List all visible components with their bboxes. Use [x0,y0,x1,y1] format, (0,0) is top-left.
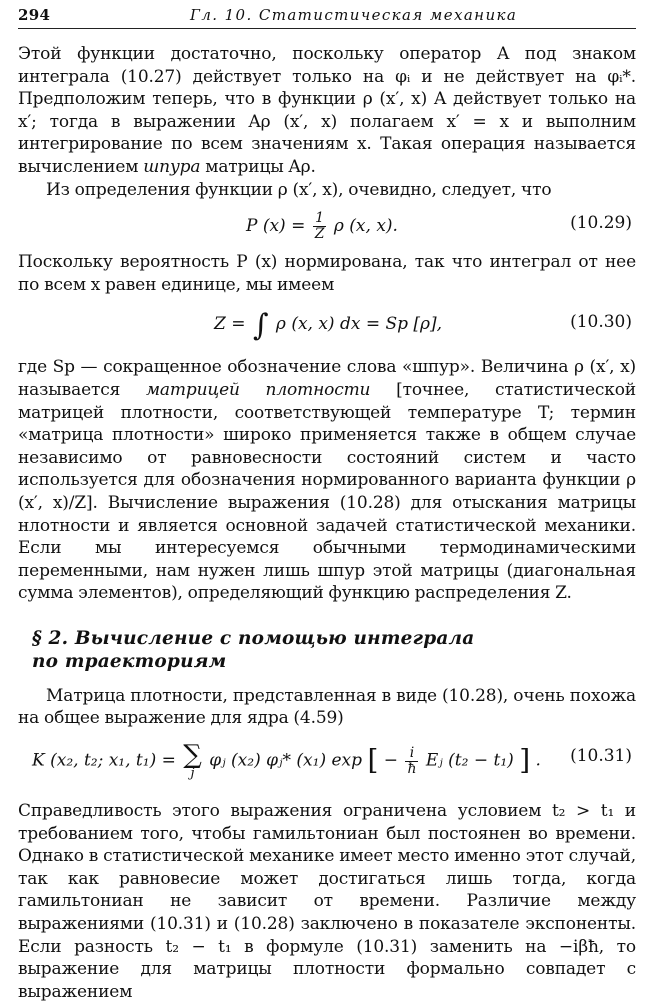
eq-10-31-number: (10.31) [570,746,632,767]
running-head [18,4,636,29]
eq-10-31-inner: Eⱼ (t₂ − t₁) [425,750,514,771]
eq-10-29-fraction: $\frac{1}{Z}$ [314,210,325,243]
equation-10-29 [18,201,636,245]
equation-10-30 [18,296,636,352]
section-heading-line-2: по траекториям [32,650,227,672]
eq-10-31-lhs: K (x₂, t₂; x₁, t₁) = [32,750,176,771]
eq-10-30-number: (10.30) [570,312,632,333]
paragraph-validity: Справедливость этого выражения ограничена условием t₂ > t₁ и требованием того, чтобы гамильтониан был постоянен во времени. Однако в статистической механике имеет место именно этот случай, так как равновесие может достигаться лишь тогда, когда гамильтониан не зависит от времени. Различие между выражениями (10.31) и (10.28) заключено в показателе экспоненты. Если разность t₂ − t₁ в формуле (10.31) заменить на −iβħ, то выражение для матрицы плотности формально совпадет с выражением [18,801,636,1002]
paragraph-definition: Из определения функции ρ (x′, x), очевидно, следует, что [46,179,552,200]
eq-10-30-rhs: ρ (x, x) dx = Sp [ρ], [275,314,443,335]
book-page [18,4,636,1002]
eq-10-31-middle: φⱼ (x₂) φⱼ* (x₁) exp [209,750,363,771]
eq-10-30-lhs: Z = [214,314,246,335]
eq-10-29-number: (10.29) [570,213,632,234]
paragraph-density-matrix: где Sp — сокращенное обозначение слова «шпур». Величина ρ (x′, x) называется матрицей плотности [точнее, статистической матрицей плотности, соответствующей температуре T; термин «матрица плотности» широко применяется также в общем случае независимо от равновесности состояний систем и часто используется для обозначения нормированного варианта функции ρ (x′, x)/Z]. Вычисление выражения (10.28) для отыскания матрицы нлотности и является основной задачей статистической механики. Если мы интересуемся обычными термодинамическими переменными, нам нужен лишь шпур этой матрицы (диагональная сумма элементов), определяющий функцию распределения Z. [18,357,636,604]
page-number: 294 [18,6,51,24]
eq-10-31-minus: − [383,750,399,771]
sum-index: j [190,766,195,782]
equation-10-31 [18,730,636,800]
paragraph-kernel-intro: Матрица плотности, представленная в виде (10.28), очень похожа на общее выражение для ядра (4.59) [18,685,636,729]
chapter-title: Гл. 10. Статистическая механика [190,6,518,24]
open-bracket: [ [367,743,379,777]
term-trace: шпура [143,156,201,177]
eq-10-31-dot: . [535,750,541,771]
term-density-matrix: матрицей плотности [145,379,371,400]
paragraph-trace-intro: Этой функции достаточно, поскольку оператор A под знаком интеграла (10.27) действует только на φᵢ и не действует на φᵢ*. Предположим теперь, что в функции ρ (x′, x) A действует только на x′; тогда в выражении Aρ (x′, x) полагаем x′ = x и выполним интегрирование по всем значениям x. Такая операция называется вычислением шпура матрицы Aρ. [18,44,636,177]
close-bracket: ] [519,743,531,777]
paragraph-normalization: Поскольку вероятность P (x) нормирована, так что интеграл от нее по всем x равен единице, мы имеем [18,252,636,295]
sum-sign: ∑ j [183,740,202,782]
eq-10-29-rhs: ρ (x, x). [333,216,398,237]
section-heading [32,627,636,673]
eq-10-29-lhs: P (x) = [246,216,306,237]
eq-10-31-fraction: $\frac{i}{ħ}$ [407,744,417,777]
integral-sign: ∫ [252,308,269,344]
section-heading-line-1: § 2. Вычисление с помощью интеграла [32,627,475,649]
